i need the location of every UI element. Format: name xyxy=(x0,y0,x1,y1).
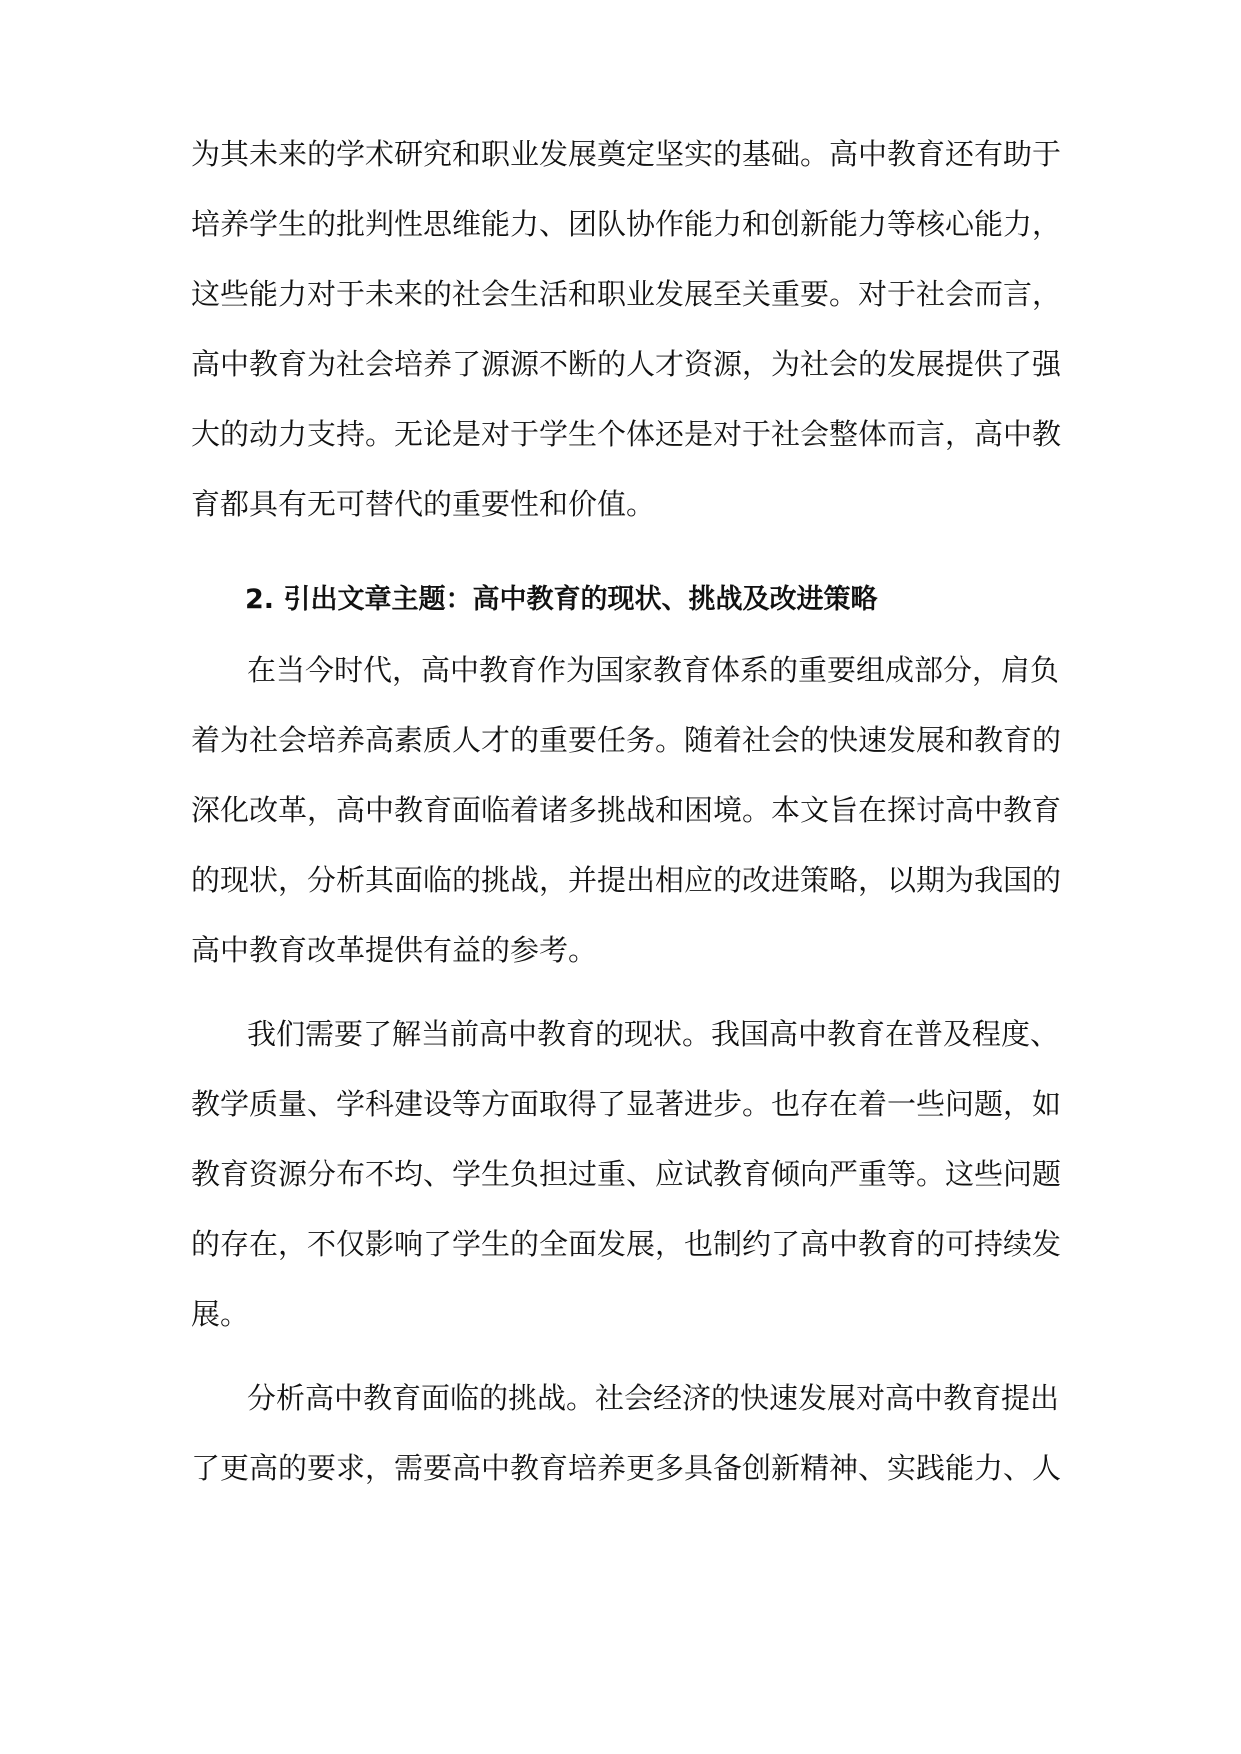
text-line: 这些能力对于未来的社会生活和职业发展至关重要。对于社会而言， xyxy=(191,277,1062,311)
text-line: 为其未来的学术研究和职业发展奠定坚实的基础。高中教育还有助于 xyxy=(191,137,1062,171)
text-line: 深化改革，高中教育面临着诸多挑战和困境。本文旨在探讨高中教育 xyxy=(191,793,1062,827)
text-line: 分析高中教育面临的挑战。社会经济的快速发展对高中教育提出 xyxy=(247,1381,1060,1415)
text-line: 育都具有无可替代的重要性和价值。 xyxy=(191,487,656,521)
text-line: 着为社会培养高素质人才的重要任务。随着社会的快速发展和教育的 xyxy=(191,723,1062,757)
text-line: 教育资源分布不均、学生负担过重、应试教育倾向严重等。这些问题 xyxy=(191,1157,1062,1191)
section-heading: 2. 引出文章主题：高中教育的现状、挑战及改进策略 xyxy=(245,584,878,615)
text-line: 高中教育改革提供有益的参考。 xyxy=(191,933,598,967)
text-line: 大的动力支持。无论是对于学生个体还是对于社会整体而言，高中教 xyxy=(191,417,1062,451)
text-line: 高中教育为社会培养了源源不断的人才资源，为社会的发展提供了强 xyxy=(191,347,1062,381)
text-line: 在当今时代，高中教育作为国家教育体系的重要组成部分，肩负 xyxy=(247,653,1060,687)
text-line: 的现状，分析其面临的挑战，并提出相应的改进策略，以期为我国的 xyxy=(191,863,1062,897)
text-line: 培养学生的批判性思维能力、团队协作能力和创新能力等核心能力， xyxy=(191,207,1062,241)
text-line: 我们需要了解当前高中教育的现状。我国高中教育在普及程度、 xyxy=(247,1017,1060,1051)
text-line: 展。 xyxy=(191,1297,250,1331)
text-line: 的存在，不仅影响了学生的全面发展，也制约了高中教育的可持续发 xyxy=(191,1227,1062,1261)
text-line: 了更高的要求，需要高中教育培养更多具备创新精神、实践能力、人 xyxy=(191,1451,1062,1485)
text-line: 教学质量、学科建设等方面取得了显著进步。也存在着一些问题，如 xyxy=(191,1087,1062,1121)
